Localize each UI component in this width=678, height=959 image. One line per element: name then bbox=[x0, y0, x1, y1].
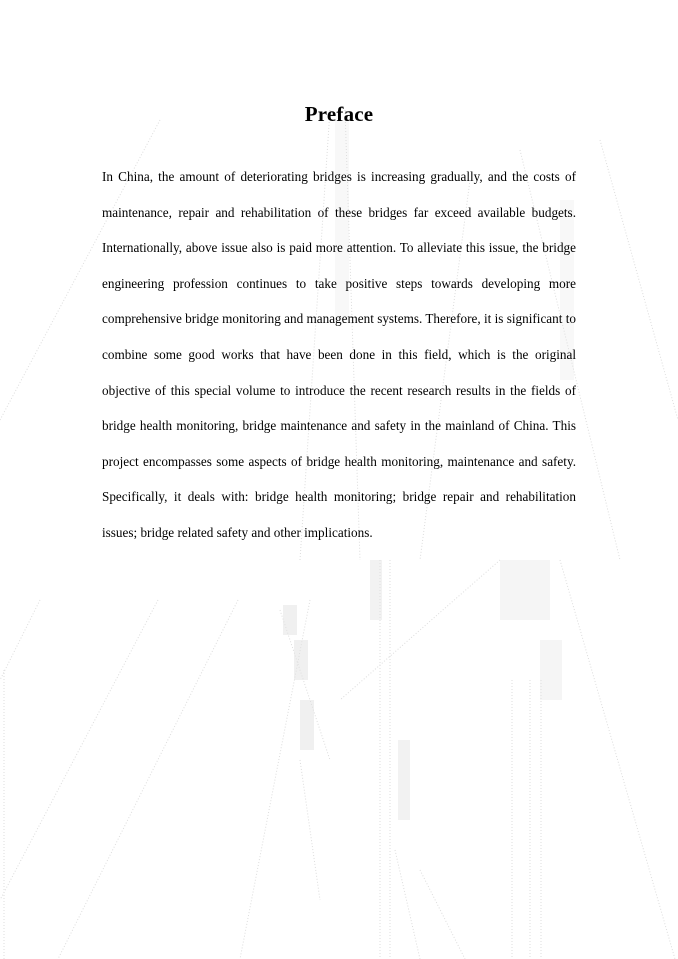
page-title: Preface bbox=[304, 102, 374, 127]
preface-paragraph: In China, the amount of deteriorating bridges is increasing gradually, and the costs of maintenance, repair and rehabilitation of these bridges far exceed available budgets. Internationally, above issue also is paid more attention. To alleviate this issue, the bridge engineering profession continues to take positive steps towards developing more comprehensive bridge monitoring and management systems. Therefore, it is significant to combine some good works that have been done in this field, which is the original objective of this special volume to introduce the recent research results in the fields of bridge health monitoring, bridge maintenance and safety in the mainland of China. This project encompasses some aspects of bridge health monitoring, maintenance and safety. Specifically, it deals with: bridge health monitoring; bridge repair and rehabilitation issues; bridge related safety and other implications. bbox=[102, 169, 576, 540]
